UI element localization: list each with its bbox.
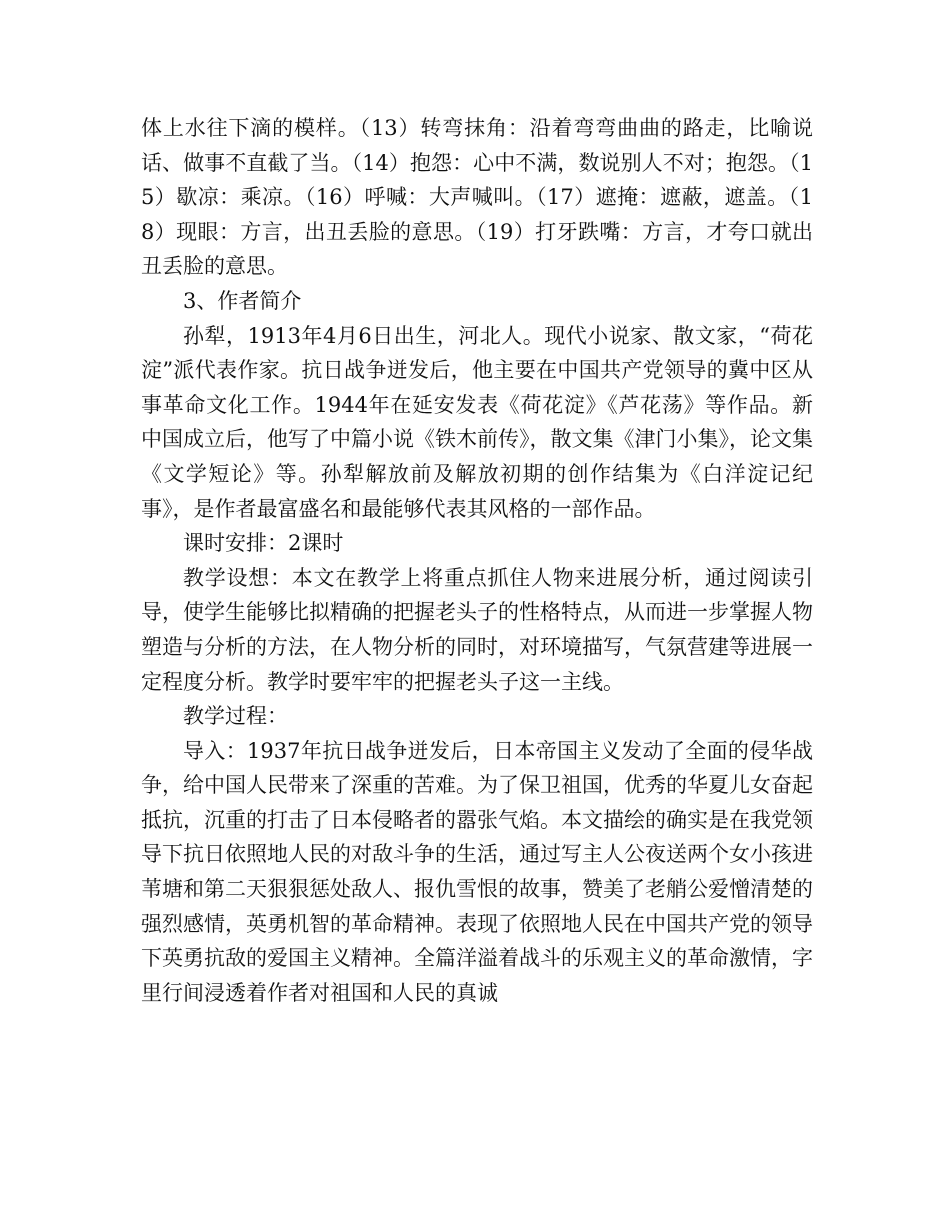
vocabulary-notes-paragraph: 体上水往下滴的模样。（13）转弯抹角：沿着弯弯曲曲的路走，比喻说话、做事不直截了当。（14）抱怨：心中不满，数说别人不对；抱怨。（15）歇凉：乘凉。（16）呼喊：大声喊叫。（17）遮掩：遮蔽，遮盖。（18）现眼：方言，出丑丢脸的意思。（19）打牙跌嘴：方言，才夸口就出丑丢脸的意思。 [141, 116, 813, 279]
class-hours-line: 课时安排：2课时 [183, 531, 344, 556]
document-body [141, 111, 813, 1010]
introduction-paragraph: 导入：1937年抗日战争迸发后，日本帝国主义发动了全面的侵华战争，给中国人民带来了深重的苦难。为了保卫祖国，优秀的华夏儿女奋起抵抗，沉重的打击了日本侵略者的嚣张气焰。本文描绘的确实是在我党领导下抗日依照地人民的对敌斗争的生活，通过写主人公夜送两个女小孩进苇塘和第二天狠狠惩处敌人、报仇雪恨的故事，赞美了老艄公爱憎清楚的强烈感情，英勇机智的革命精神。表现了依照地人民在中国共产党的领导下英勇抗敌的爱国主义精神。全篇洋溢着战斗的乐观主义的革命激情，字里行间浸透着作者对祖国和人民的真诚 [141, 738, 813, 1005]
author-intro-heading: 3、作者简介 [183, 288, 302, 313]
author-bio-paragraph: 孙犁，1913年4月6日出生，河北人。现代小说家、散文家，“荷花淀”派代表作家。抗日战争迸发后，他主要在中国共产党领导的冀中区从事革命文化工作。1944年在延安发表《荷花淀》《芦花荡》等作品。新中国成立后，他写了中篇小说《铁木前传》，散文集《津门小集》，论文集《文学短论》等。孙犁解放前及解放初期的创作结集为《白洋淀记纪事》，是作者最富盛名和最能够代表其风格的一部作品。 [141, 323, 813, 521]
teaching-concept-paragraph: 教学设想：本文在教学上将重点抓住人物来进展分析，通过阅读引导，使学生能够比拟精确的把握老头子的性格特点，从而进一步掌握人物塑造与分析的方法，在人物分析的同时，对环境描写，气氛营建等进展一定程度分析。教学时要牢牢的把握老头子这一主线。 [141, 565, 813, 694]
teaching-process-heading: 教学过程： [183, 704, 288, 729]
